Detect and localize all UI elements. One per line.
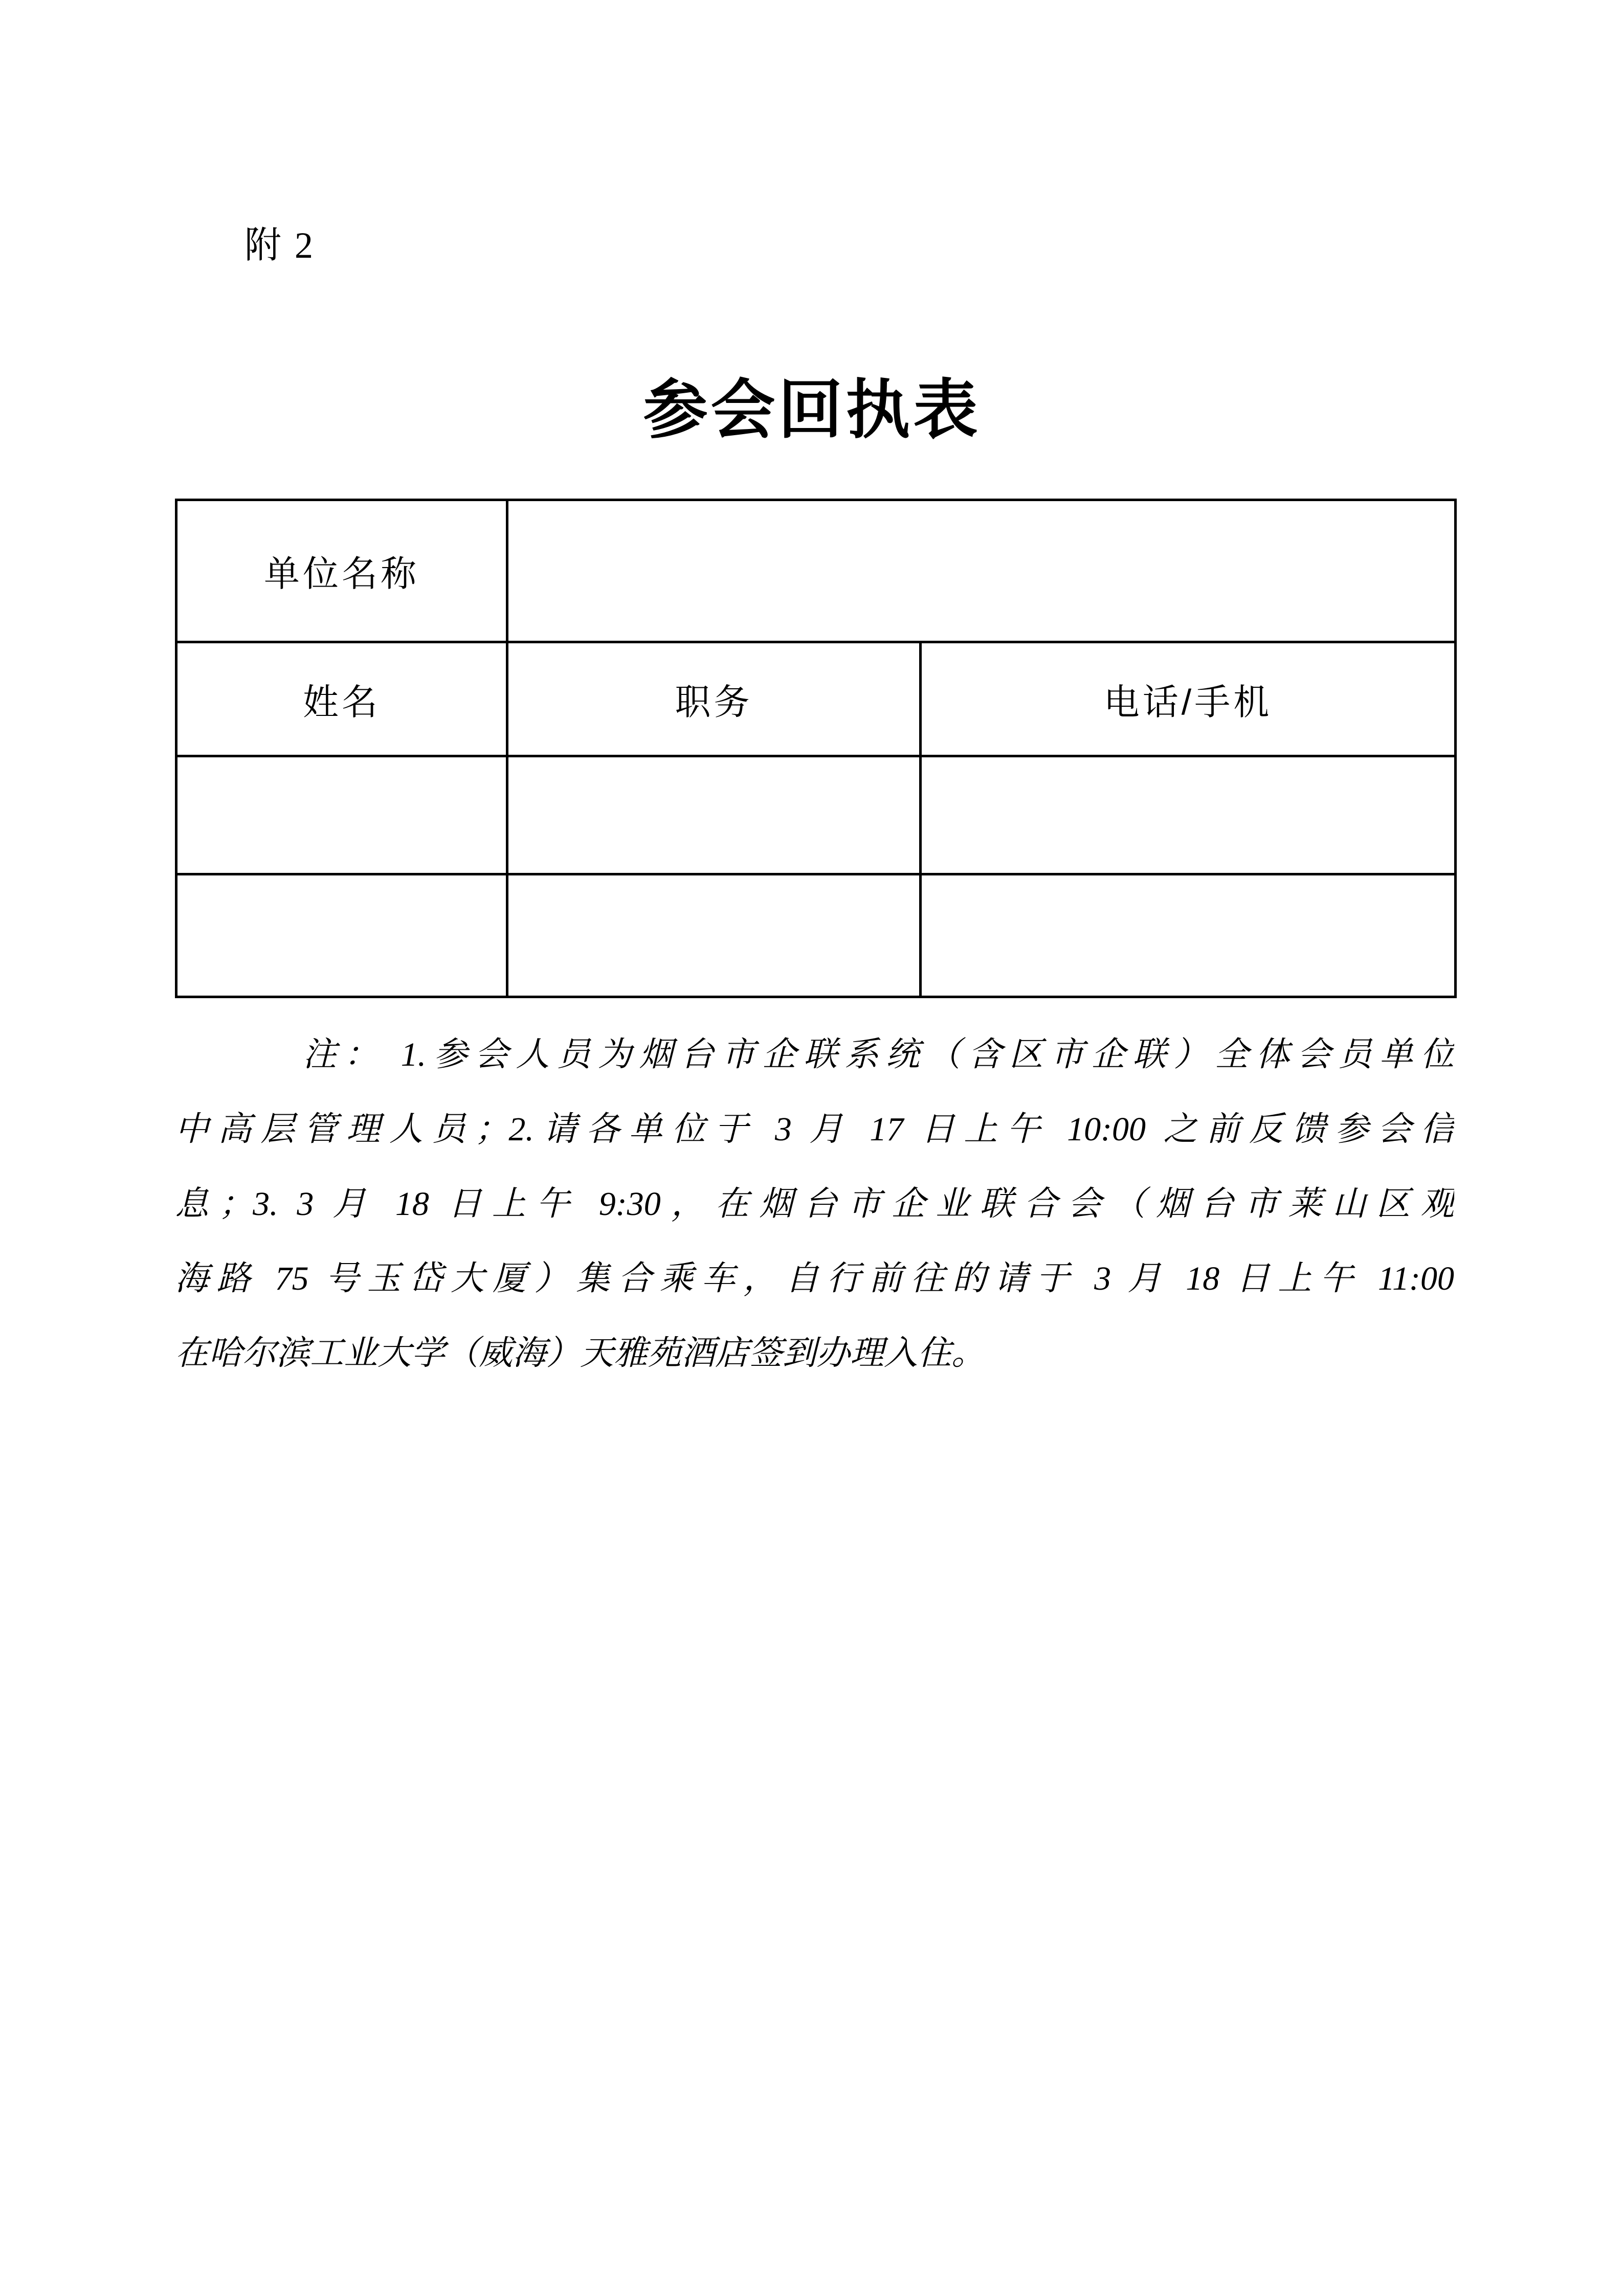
- entry-row-2-position-cell[interactable]: [507, 874, 921, 997]
- table-header-row: [176, 642, 1456, 756]
- note-line-2: 中高层管理人员；2.请各单位于 3 月 17 日上午 10:00 之前反馈参会信: [175, 1111, 1454, 1148]
- entry-row-1-name-cell[interactable]: [176, 756, 507, 874]
- notes-paragraph: [175, 1018, 1454, 1391]
- header-name-cell: 姓名: [176, 642, 507, 756]
- entry-row-1: [176, 756, 1456, 874]
- entry-row-1-position-cell[interactable]: [507, 756, 921, 874]
- unit-name-value-cell[interactable]: [507, 500, 1456, 642]
- unit-name-label-cell: 单位名称: [176, 500, 507, 642]
- attachment-number-label: 附 2: [244, 225, 316, 266]
- form-title: 参会回执表: [643, 375, 981, 446]
- entry-row-1-phone-cell[interactable]: [921, 756, 1456, 874]
- note-line-1: 注： 1.参会人员为烟台市企联系统（含区市企联）全体会员单位: [303, 1036, 1454, 1073]
- note-line-5: 在哈尔滨工业大学（威海）天雅苑酒店签到办理入住。: [175, 1335, 985, 1372]
- note-line-3: 息；3. 3 月 18 日上午 9:30，在烟台市企业联合会（烟台市莱山区观: [175, 1185, 1454, 1223]
- note-line-4: 海路 75 号玉岱大厦）集合乘车，自行前往的请于 3 月 18 日上午 11:00: [175, 1260, 1454, 1297]
- header-phone-cell: 电话/手机: [921, 642, 1456, 756]
- entry-row-2-name-cell[interactable]: [176, 874, 507, 997]
- entry-row-2: [176, 874, 1456, 997]
- entry-row-2-phone-cell[interactable]: [921, 874, 1456, 997]
- reply-form-table: [175, 499, 1457, 998]
- header-position-cell: 职务: [507, 642, 921, 756]
- unit-name-row: [176, 500, 1456, 642]
